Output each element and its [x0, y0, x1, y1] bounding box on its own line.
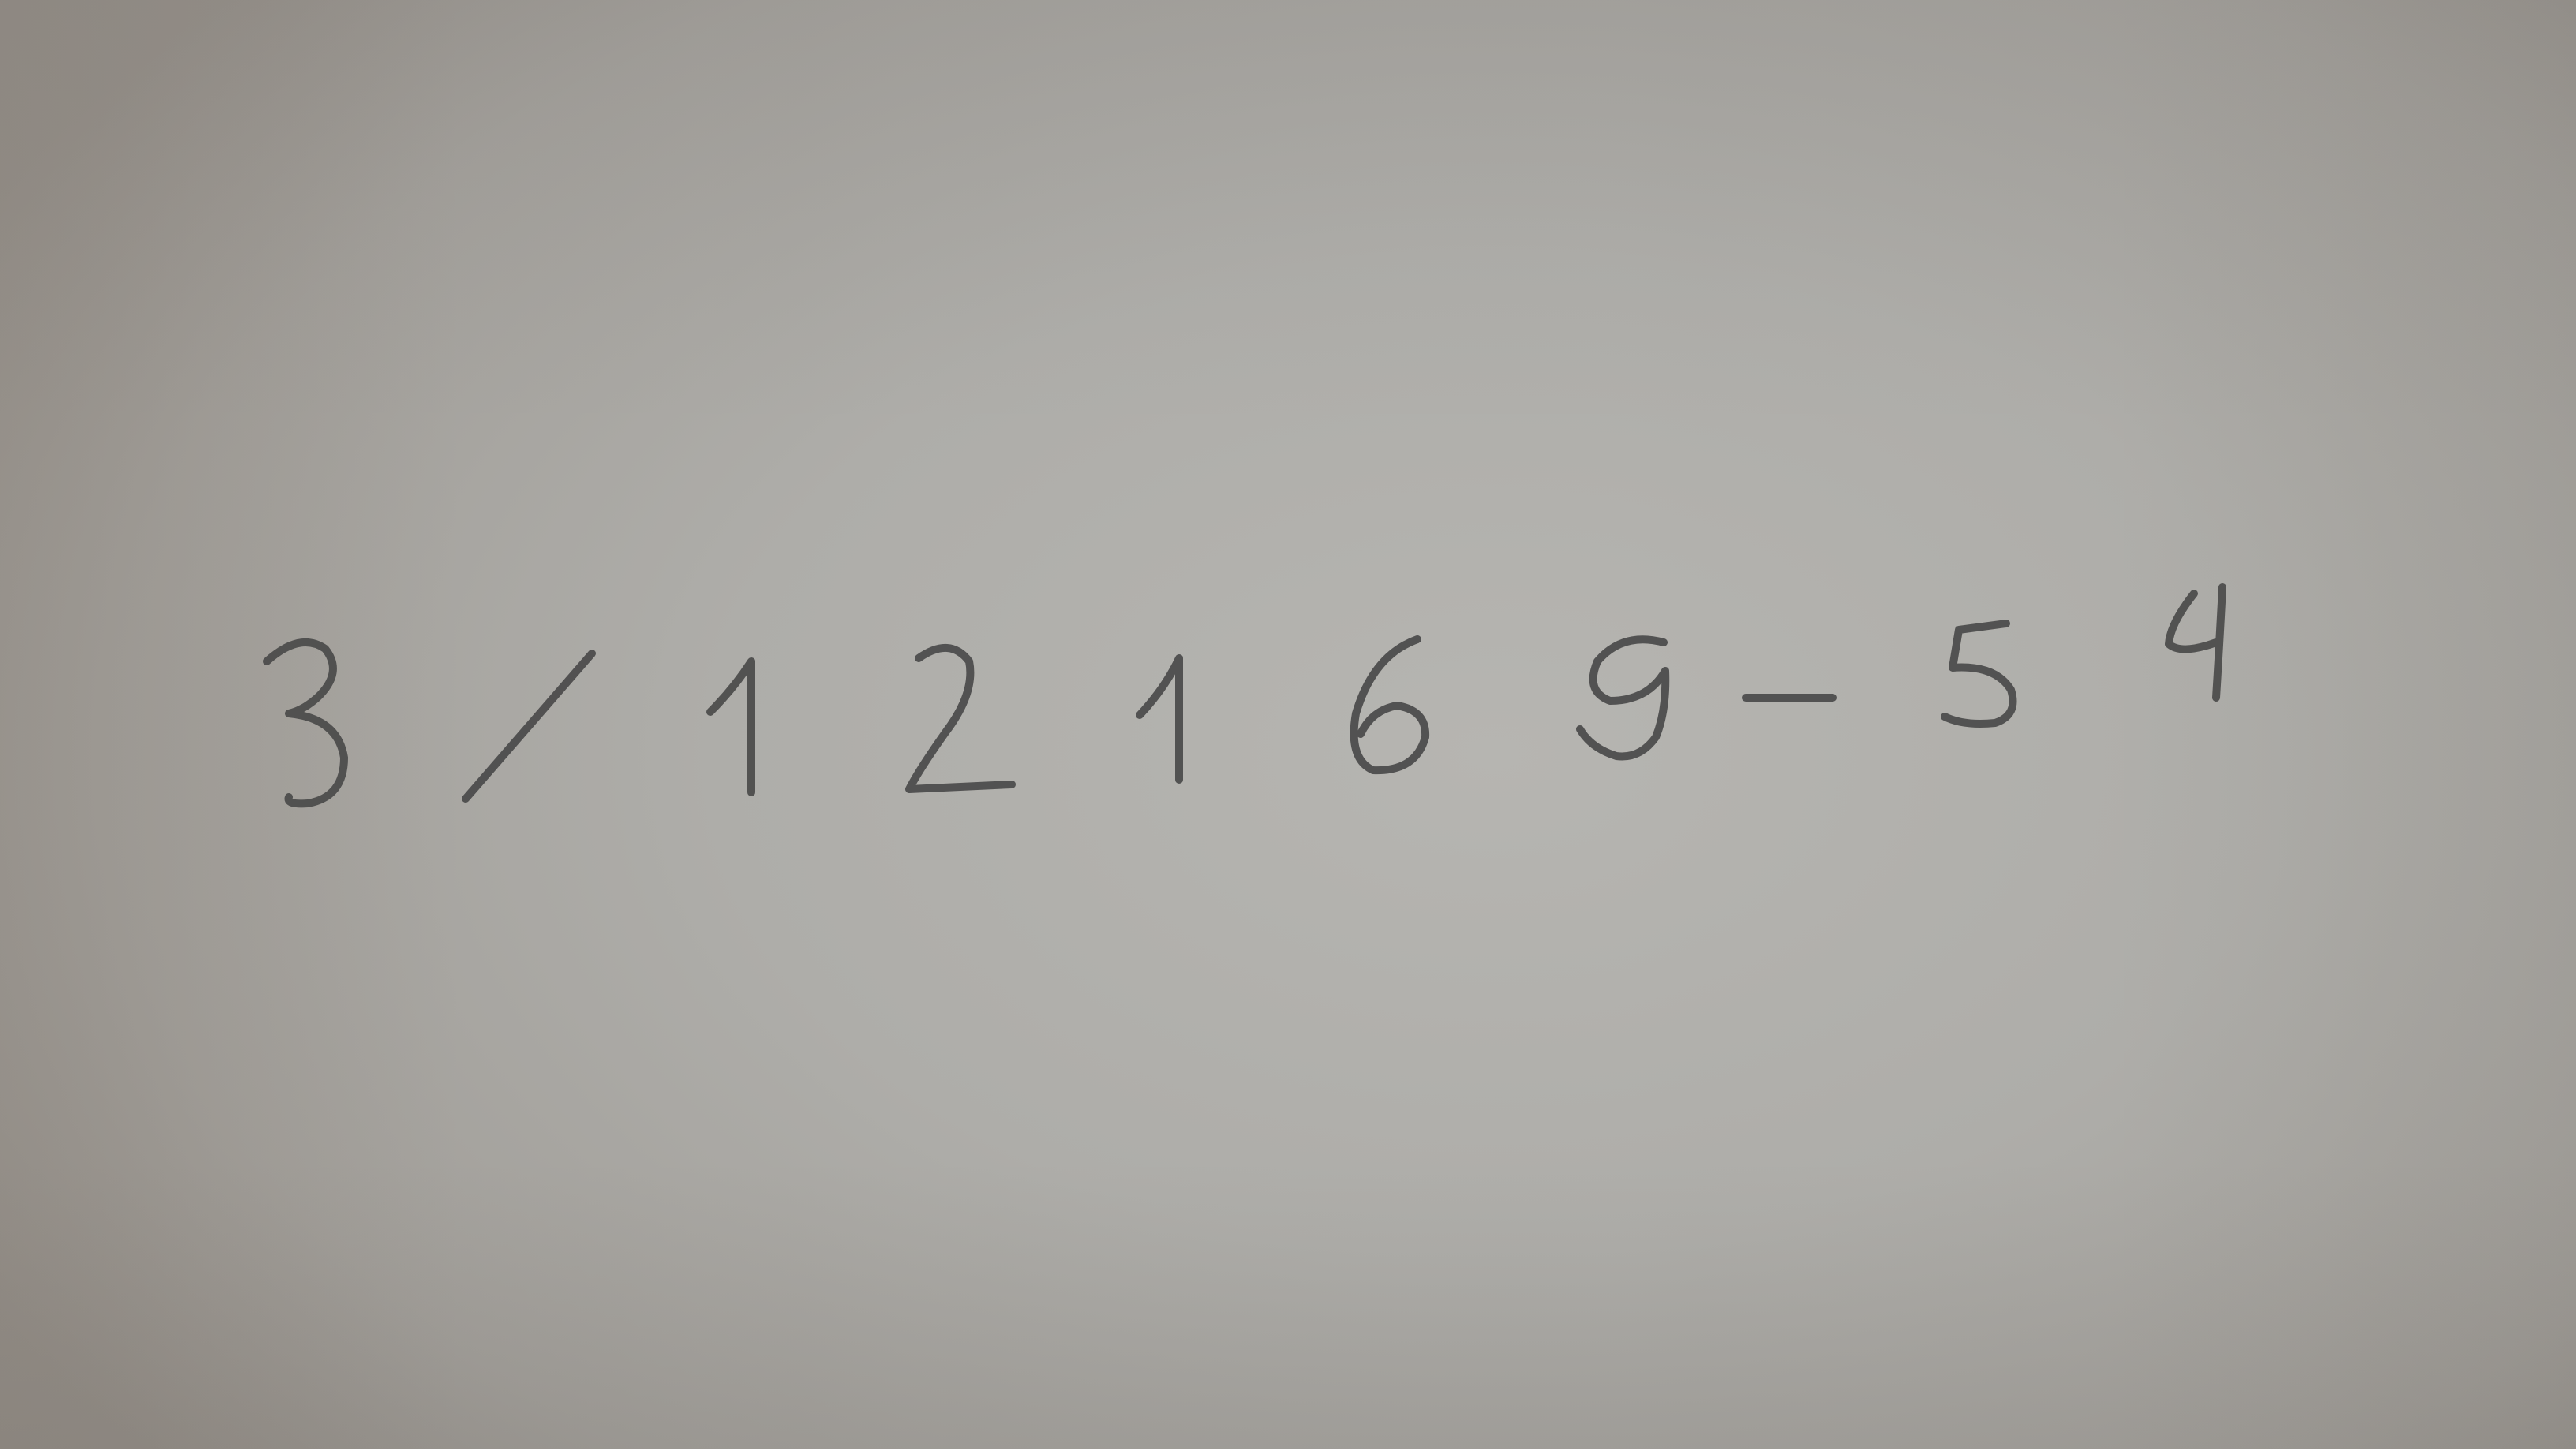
digit-6 — [1354, 639, 1425, 770]
digit-3 — [267, 642, 344, 803]
digit-4 — [2169, 587, 2222, 698]
digit-1-second — [1140, 658, 1179, 780]
digit-2 — [909, 648, 1012, 789]
digit-5 — [1945, 623, 2013, 724]
digit-9 — [1580, 639, 1665, 756]
digit-1-first — [710, 661, 751, 792]
slash-mark — [466, 653, 592, 799]
